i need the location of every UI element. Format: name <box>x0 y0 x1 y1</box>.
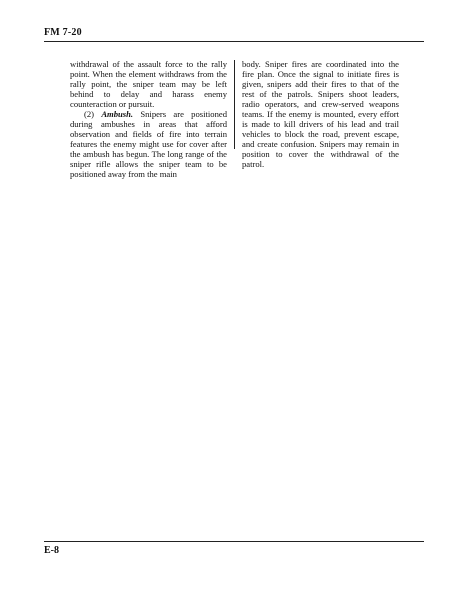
page-number: E-8 <box>44 545 59 556</box>
paragraph-title: Ambush. <box>101 109 134 119</box>
paragraph-continuation: withdrawal of the assault force to the rally point. When the element withdraws from the rally point, the sniper team may be left behind to delay and harass enemy counteraction or pursuit. <box>70 59 227 109</box>
footer-rule <box>44 541 424 542</box>
header-rule <box>44 41 424 42</box>
paragraph-fire-plan: body. Sniper fires are coordinated into the fire plan. Once the signal to initiate fires is given, snipers add their fires to that of the rest of the patrols. Snipers shoot leaders, radio operators, and crew-served weapons teams. If the enemy is mounted, every effort is made to kill drivers of his lead and trail vehicles to block the road, prevent escape, and create confusion. Snipers may remain in position to cover the withdrawal of the patrol. <box>242 59 399 169</box>
column-divider <box>234 60 235 149</box>
paragraph-number: (2) <box>84 109 95 119</box>
right-text-column <box>242 59 399 169</box>
paragraph-ambush <box>70 109 227 179</box>
document-header-label: FM 7-20 <box>44 27 82 38</box>
paragraph-body: Snipers are positioned during ambushes in areas that afford observation and fields of fire into terrain features the enemy might use for cover after the ambush has begun. The long range of the sniper rifle allows the sniper team to be positioned away from the main <box>70 109 227 179</box>
left-text-column <box>70 59 227 179</box>
